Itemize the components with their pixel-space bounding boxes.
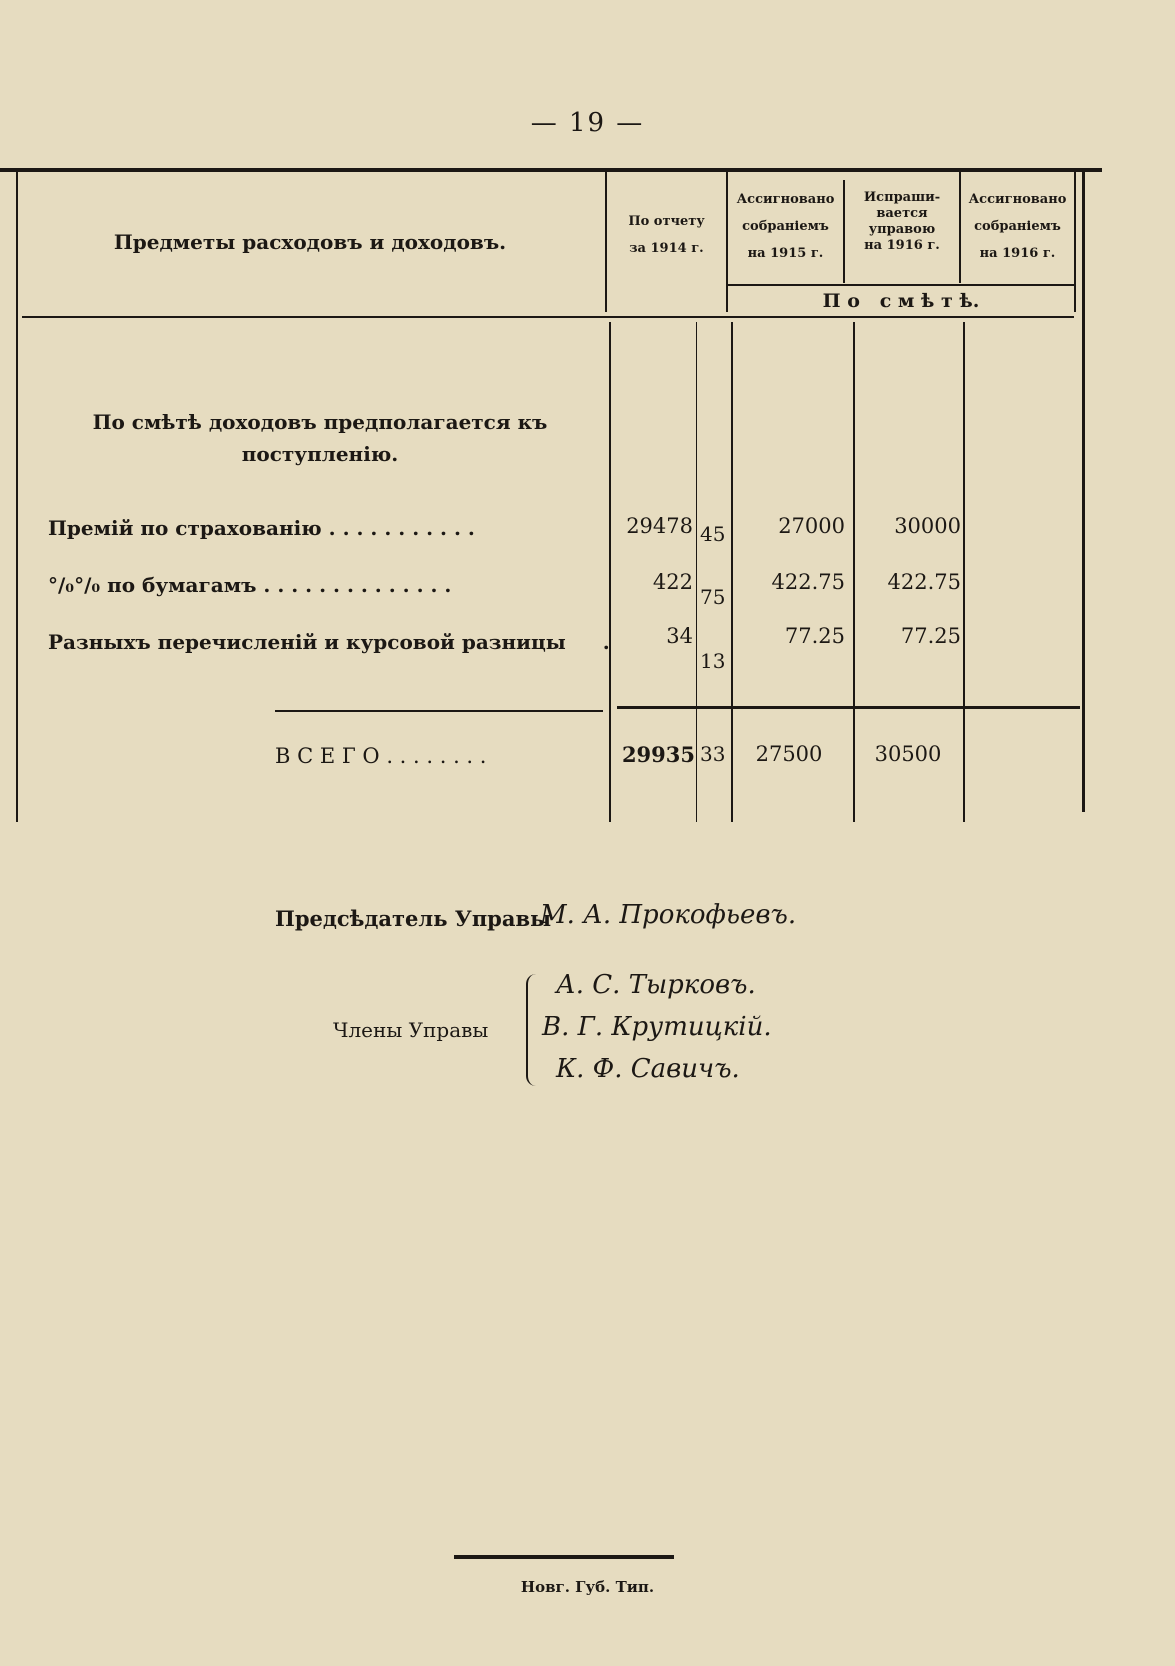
member-name: В. Г. Крутицкій.: [542, 1012, 772, 1042]
total-label: В С Е Г О . . . . . . . .: [275, 744, 487, 768]
header-requested-1916: Испраши- вается управою на 1916 г.: [863, 190, 941, 253]
total-report-kop: 33: [700, 742, 726, 766]
row-requested-1916: 422.75: [887, 570, 961, 594]
header-assigned-1915: Ассигновано собраніемъ на 1915 г.: [736, 192, 835, 261]
body-divider-kop: [696, 322, 697, 822]
table-left-border: [16, 172, 18, 822]
row-assigned-1915: 27000: [778, 514, 845, 538]
header-subject: Предметы расходовъ и доходовъ.: [113, 230, 507, 254]
members-title: Члены Управы: [333, 1018, 489, 1042]
total-rule-left: [275, 710, 603, 712]
row-report-rub: 29478: [626, 514, 693, 538]
row-requested-1916: 77.25: [900, 624, 961, 648]
total-rule-right: [617, 706, 1080, 709]
printer-imprint: Новг. Губ. Тип.: [520, 1578, 655, 1596]
po-smete-top-rule: [728, 284, 1074, 286]
row-report-kop: 13: [700, 649, 726, 673]
row-label: °/₀°/₀ по бумагамъ . . . . . . . . . . . . . .: [48, 573, 452, 597]
header-divider-5: [1074, 172, 1076, 312]
row-report-kop: 75: [700, 585, 726, 609]
row-report-kop: 45: [700, 522, 726, 546]
header-assigned-1916: Ассигновано собраніемъ на 1916 г.: [968, 192, 1067, 261]
row-label: Премій по страхованію . . . . . . . . . . .: [48, 516, 475, 540]
table-top-rule: [0, 168, 1102, 172]
row-report-rub: 34: [666, 624, 693, 648]
body-divider-1916ass: [963, 322, 965, 822]
total-report-rub: 29935: [621, 742, 695, 767]
row-assigned-1915: 422.75: [771, 570, 845, 594]
chairman-name: М. А. Прокофьевъ.: [540, 900, 797, 930]
total-requested-1916: 30500: [874, 742, 942, 766]
member-name: А. С. Тырковъ.: [556, 970, 756, 1000]
page-number: — 19 —: [530, 108, 645, 138]
row-requested-1916: 30000: [894, 514, 961, 538]
row-assigned-1915: 77.25: [784, 624, 845, 648]
total-assigned-1915: 27500: [755, 742, 823, 766]
chairman-title: Предсѣдатель Управы: [275, 906, 552, 931]
table-right-border: [1082, 172, 1085, 812]
header-report-1914: По отчету за 1914 г.: [628, 214, 705, 256]
header-bottom-rule: [22, 316, 1074, 318]
footer-rule: [454, 1555, 674, 1559]
row-label: Разныхъ перечисленій и курсовой разницы .: [48, 630, 610, 654]
member-name: К. Ф. Савичъ.: [556, 1054, 740, 1084]
intro-text: По смѣтѣ доходовъ предполагается къ поступленію.: [92, 410, 548, 466]
po-smete-label: П о с м ѣ т ѣ.: [822, 290, 980, 312]
row-report-rub: 422: [652, 570, 693, 594]
